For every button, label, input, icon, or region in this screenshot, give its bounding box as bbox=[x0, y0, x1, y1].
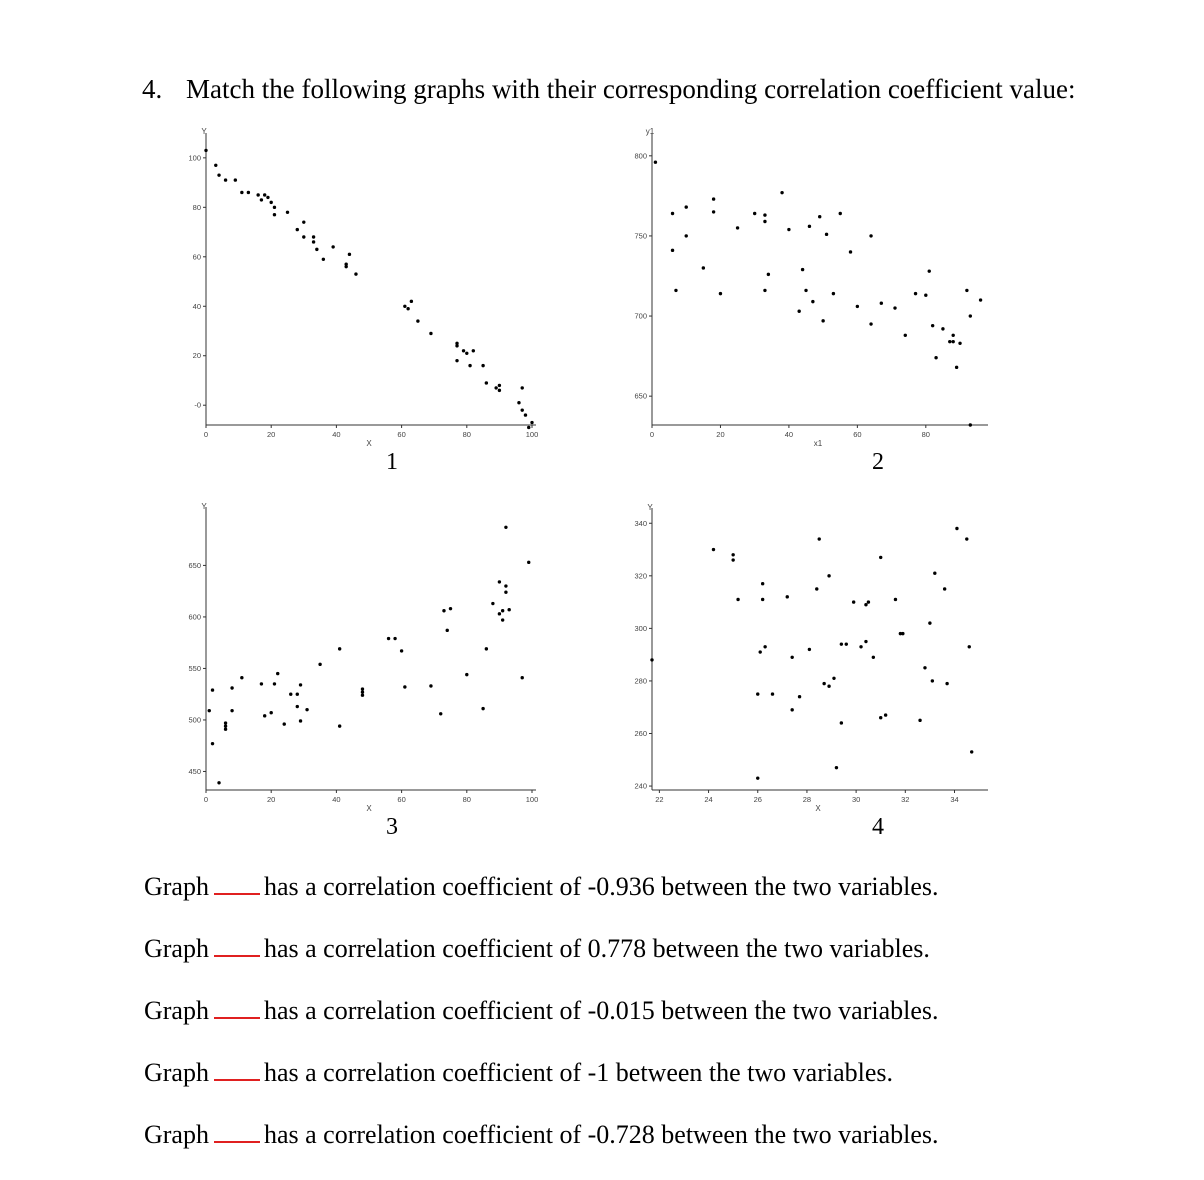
data-point bbox=[494, 386, 497, 389]
question-text: Match the following graphs with their corresponding correlation coefficient value: bbox=[186, 74, 1076, 104]
scatter-plot-2-svg bbox=[614, 127, 994, 448]
data-point bbox=[671, 212, 674, 215]
data-point bbox=[230, 686, 233, 689]
y-axis-label: Y bbox=[647, 503, 653, 512]
data-point bbox=[211, 688, 214, 691]
data-point bbox=[224, 721, 227, 724]
data-point bbox=[521, 676, 524, 679]
data-point bbox=[712, 210, 715, 213]
data-point bbox=[731, 558, 734, 561]
data-point bbox=[869, 322, 872, 325]
data-point bbox=[804, 289, 807, 292]
data-point bbox=[736, 226, 739, 229]
data-point bbox=[302, 235, 305, 238]
data-point bbox=[455, 359, 458, 362]
x-tick-label: 0 bbox=[203, 795, 209, 804]
statement-text: has a correlation coefficient of -0.936 between the two variables. bbox=[263, 872, 939, 901]
y-tick-label: 800 bbox=[634, 151, 647, 161]
x-tick-label: 100 bbox=[525, 795, 539, 804]
data-point bbox=[685, 205, 688, 208]
y-tick-label: 650 bbox=[188, 560, 201, 570]
statement-prefix: Graph bbox=[144, 1058, 209, 1087]
data-point bbox=[884, 713, 887, 716]
data-point bbox=[845, 642, 848, 645]
y-tick-label: 700 bbox=[634, 311, 647, 321]
data-point bbox=[818, 215, 821, 218]
data-point bbox=[979, 298, 982, 301]
data-point bbox=[859, 645, 862, 648]
data-point bbox=[970, 750, 973, 753]
x-tick-label: 40 bbox=[784, 430, 794, 439]
data-point bbox=[914, 292, 917, 295]
data-point bbox=[968, 645, 971, 648]
data-point bbox=[918, 719, 921, 722]
data-point bbox=[924, 294, 927, 297]
data-point bbox=[361, 690, 364, 693]
data-point bbox=[934, 356, 937, 359]
question-number: 4. bbox=[142, 74, 163, 104]
data-point bbox=[821, 319, 824, 322]
graph-label-1: 1 bbox=[386, 449, 398, 475]
statement-1 bbox=[144, 872, 939, 902]
data-point bbox=[338, 724, 341, 727]
data-point bbox=[387, 637, 390, 640]
data-point bbox=[256, 193, 259, 196]
data-point bbox=[702, 266, 705, 269]
data-point bbox=[822, 682, 825, 685]
data-point bbox=[498, 384, 501, 387]
data-point bbox=[753, 212, 756, 215]
y-tick-label: 260 bbox=[634, 728, 647, 738]
x-axis-label: X bbox=[366, 804, 372, 813]
data-point bbox=[827, 574, 830, 577]
statement-3 bbox=[144, 996, 939, 1026]
data-point bbox=[230, 709, 233, 712]
data-point bbox=[504, 591, 507, 594]
y-tick-label: 20 bbox=[192, 351, 201, 361]
y-tick-label: 300 bbox=[634, 623, 647, 633]
scatter-plot-4-svg bbox=[614, 503, 994, 818]
data-point bbox=[217, 173, 220, 176]
graph-label-4: 4 bbox=[872, 814, 884, 840]
data-point bbox=[955, 527, 958, 530]
data-point bbox=[530, 421, 533, 424]
data-point bbox=[318, 663, 321, 666]
data-point bbox=[880, 302, 883, 305]
data-point bbox=[767, 273, 770, 276]
y-tick-label: 280 bbox=[634, 676, 647, 686]
data-point bbox=[296, 228, 299, 231]
data-point bbox=[864, 640, 867, 643]
x-tick-label: 20 bbox=[716, 430, 725, 439]
data-point bbox=[712, 548, 715, 551]
y-axis-label: Y bbox=[201, 502, 207, 511]
data-point bbox=[263, 714, 266, 717]
data-point bbox=[815, 587, 818, 590]
data-point bbox=[928, 621, 931, 624]
data-point bbox=[923, 666, 926, 669]
data-point bbox=[240, 676, 243, 679]
data-point bbox=[650, 658, 653, 661]
data-point bbox=[654, 161, 657, 164]
data-point bbox=[756, 776, 759, 779]
answer-blank-2[interactable] bbox=[214, 937, 260, 957]
y-tick-label: 600 bbox=[188, 612, 201, 622]
graph-label-3: 3 bbox=[386, 814, 398, 840]
x-tick-label: 22 bbox=[655, 795, 664, 804]
data-point bbox=[524, 413, 527, 416]
data-point bbox=[790, 708, 793, 711]
data-point bbox=[864, 603, 867, 606]
data-point bbox=[446, 629, 449, 632]
x-tick-label: 60 bbox=[397, 430, 406, 439]
data-point bbox=[840, 721, 843, 724]
y-tick-label: 80 bbox=[192, 202, 201, 212]
data-point bbox=[798, 695, 801, 698]
data-point bbox=[234, 178, 237, 181]
data-point bbox=[786, 595, 789, 598]
data-point bbox=[879, 556, 882, 559]
statement-prefix: Graph bbox=[144, 1120, 209, 1149]
x-tick-label: 80 bbox=[921, 430, 930, 439]
x-axis-label: X bbox=[366, 439, 372, 448]
data-point bbox=[849, 250, 852, 253]
answer-blank-3[interactable] bbox=[214, 999, 260, 1019]
scatter-plot-3 bbox=[170, 502, 550, 818]
data-point bbox=[951, 334, 954, 337]
data-point bbox=[504, 584, 507, 587]
data-point bbox=[759, 650, 762, 653]
data-point bbox=[224, 724, 227, 727]
data-point bbox=[296, 705, 299, 708]
data-point bbox=[276, 672, 279, 675]
data-point bbox=[969, 423, 972, 426]
data-point bbox=[756, 692, 759, 695]
data-point bbox=[312, 240, 315, 243]
data-point bbox=[736, 598, 739, 601]
y-tick-label: 550 bbox=[188, 663, 201, 673]
data-point bbox=[951, 340, 954, 343]
data-point bbox=[780, 191, 783, 194]
data-point bbox=[808, 648, 811, 651]
y-tick-label: 100 bbox=[188, 153, 201, 163]
data-point bbox=[832, 677, 835, 680]
x-axis-label: X bbox=[815, 804, 821, 813]
data-point bbox=[931, 679, 934, 682]
data-point bbox=[442, 609, 445, 612]
x-tick-label: 34 bbox=[950, 795, 959, 804]
y-tick-label: 40 bbox=[192, 301, 201, 311]
data-point bbox=[763, 289, 766, 292]
data-point bbox=[872, 656, 875, 659]
data-point bbox=[273, 213, 276, 216]
statement-text: has a correlation coefficient of 0.778 between the two variables. bbox=[263, 934, 930, 963]
data-point bbox=[945, 682, 948, 685]
data-point bbox=[481, 707, 484, 710]
y-tick-label: 240 bbox=[634, 781, 647, 791]
x-tick-label: 28 bbox=[802, 795, 812, 804]
data-point bbox=[224, 728, 227, 731]
data-point bbox=[517, 401, 520, 404]
data-point bbox=[393, 637, 396, 640]
data-point bbox=[504, 526, 507, 529]
data-point bbox=[286, 211, 289, 214]
statement-text: has a correlation coefficient of -1 between the two variables. bbox=[263, 1058, 894, 1087]
data-point bbox=[312, 235, 315, 238]
data-point bbox=[808, 225, 811, 228]
scatter-plot-2 bbox=[614, 127, 994, 448]
data-point bbox=[763, 645, 766, 648]
data-point bbox=[302, 220, 305, 223]
data-point bbox=[527, 561, 530, 564]
data-point bbox=[240, 191, 243, 194]
statement-prefix: Graph bbox=[144, 872, 209, 901]
data-point bbox=[260, 198, 263, 201]
data-point bbox=[763, 213, 766, 216]
data-point bbox=[879, 716, 882, 719]
data-point bbox=[797, 310, 800, 313]
scatter-plot-4 bbox=[614, 503, 994, 818]
data-point bbox=[208, 709, 211, 712]
answer-blank-1[interactable] bbox=[214, 875, 260, 895]
x-axis-label: x1 bbox=[813, 439, 823, 448]
data-point bbox=[712, 197, 715, 200]
data-point bbox=[217, 781, 220, 784]
data-point bbox=[299, 683, 302, 686]
data-point bbox=[501, 609, 504, 612]
data-point bbox=[266, 196, 269, 199]
statement-prefix: Graph bbox=[144, 934, 209, 963]
data-point bbox=[211, 742, 214, 745]
data-point bbox=[840, 642, 843, 645]
data-point bbox=[731, 553, 734, 556]
data-point bbox=[943, 587, 946, 590]
x-tick-label: 0 bbox=[649, 430, 655, 439]
data-point bbox=[835, 766, 838, 769]
y-axis-label: Y bbox=[201, 127, 207, 136]
statement-text: has a correlation coefficient of -0.015 between the two variables. bbox=[263, 996, 939, 1025]
data-point bbox=[928, 269, 931, 272]
data-point bbox=[344, 265, 347, 268]
statement-prefix: Graph bbox=[144, 996, 209, 1025]
x-tick-label: 30 bbox=[851, 795, 861, 804]
x-tick-label: 100 bbox=[525, 430, 539, 439]
x-tick-label: 60 bbox=[397, 795, 406, 804]
y-tick-label: 320 bbox=[634, 571, 647, 581]
data-point bbox=[901, 632, 904, 635]
data-point bbox=[263, 193, 266, 196]
data-point bbox=[771, 692, 774, 695]
data-point bbox=[521, 408, 524, 411]
data-point bbox=[965, 289, 968, 292]
data-point bbox=[403, 685, 406, 688]
data-point bbox=[969, 314, 972, 317]
data-point bbox=[315, 248, 318, 251]
data-point bbox=[455, 344, 458, 347]
x-tick-label: 40 bbox=[332, 430, 341, 439]
data-point bbox=[270, 201, 273, 204]
data-point bbox=[839, 212, 842, 215]
data-point bbox=[462, 349, 465, 352]
answer-blank-5[interactable] bbox=[214, 1123, 260, 1143]
x-tick-label: 60 bbox=[853, 430, 862, 439]
scatter-plot-3-svg bbox=[170, 502, 550, 818]
data-point bbox=[790, 656, 793, 659]
y-tick-label: 450 bbox=[188, 766, 201, 776]
y-tick-label: 650 bbox=[634, 391, 647, 401]
data-point bbox=[273, 682, 276, 685]
data-point bbox=[869, 234, 872, 237]
data-point bbox=[719, 292, 722, 295]
data-point bbox=[811, 300, 814, 303]
y-tick-label: 60 bbox=[192, 252, 201, 262]
data-point bbox=[894, 598, 897, 601]
data-point bbox=[403, 305, 406, 308]
data-point bbox=[429, 684, 432, 687]
data-point bbox=[481, 364, 484, 367]
data-point bbox=[348, 253, 351, 256]
data-point bbox=[299, 719, 302, 722]
data-point bbox=[498, 580, 501, 583]
y-tick-label: 750 bbox=[634, 231, 647, 241]
data-point bbox=[338, 647, 341, 650]
x-tick-label: 20 bbox=[267, 430, 276, 439]
data-point bbox=[761, 582, 764, 585]
data-point bbox=[354, 272, 357, 275]
data-point bbox=[289, 692, 292, 695]
data-point bbox=[273, 206, 276, 209]
data-point bbox=[410, 300, 413, 303]
data-point bbox=[491, 602, 494, 605]
data-point bbox=[406, 307, 409, 310]
data-point bbox=[856, 305, 859, 308]
scatter-plot-1-svg bbox=[170, 127, 550, 448]
y-tick-label: -0 bbox=[194, 400, 201, 410]
data-point bbox=[224, 178, 227, 181]
data-point bbox=[801, 268, 804, 271]
data-point bbox=[941, 327, 944, 330]
data-point bbox=[787, 228, 790, 231]
statement-text: has a correlation coefficient of -0.728 between the two variables. bbox=[263, 1120, 939, 1149]
data-point bbox=[465, 352, 468, 355]
scatter-plot-1 bbox=[170, 127, 550, 448]
answer-blank-4[interactable] bbox=[214, 1061, 260, 1081]
y-axis-label: y1 bbox=[645, 127, 655, 136]
data-point bbox=[507, 608, 510, 611]
data-point bbox=[400, 649, 403, 652]
data-point bbox=[893, 306, 896, 309]
x-tick-label: 80 bbox=[462, 795, 471, 804]
data-point bbox=[948, 340, 951, 343]
x-tick-label: 32 bbox=[901, 795, 910, 804]
x-tick-label: 24 bbox=[704, 795, 713, 804]
data-point bbox=[214, 164, 217, 167]
data-point bbox=[449, 607, 452, 610]
x-tick-label: 20 bbox=[267, 795, 276, 804]
data-point bbox=[361, 687, 364, 690]
data-point bbox=[270, 711, 273, 714]
data-point bbox=[260, 682, 263, 685]
data-point bbox=[933, 571, 936, 574]
data-point bbox=[832, 292, 835, 295]
data-point bbox=[429, 332, 432, 335]
data-point bbox=[498, 389, 501, 392]
data-point bbox=[361, 694, 364, 697]
data-point bbox=[465, 673, 468, 676]
x-tick-label: 80 bbox=[462, 430, 471, 439]
data-point bbox=[204, 149, 207, 152]
x-tick-label: 0 bbox=[203, 430, 209, 439]
data-point bbox=[852, 600, 855, 603]
y-tick-label: 500 bbox=[188, 715, 201, 725]
data-point bbox=[904, 334, 907, 337]
data-point bbox=[498, 612, 501, 615]
data-point bbox=[439, 712, 442, 715]
data-point bbox=[527, 426, 530, 429]
data-point bbox=[955, 366, 958, 369]
data-point bbox=[501, 618, 504, 621]
x-tick-label: 40 bbox=[332, 795, 341, 804]
data-point bbox=[468, 364, 471, 367]
data-point bbox=[818, 537, 821, 540]
data-point bbox=[283, 722, 286, 725]
data-point bbox=[965, 537, 968, 540]
data-point bbox=[296, 692, 299, 695]
data-point bbox=[331, 245, 334, 248]
statement-2 bbox=[144, 934, 930, 964]
data-point bbox=[322, 258, 325, 261]
data-point bbox=[763, 220, 766, 223]
y-tick-label: 340 bbox=[634, 518, 647, 528]
question bbox=[142, 74, 1075, 105]
data-point bbox=[761, 598, 764, 601]
data-point bbox=[931, 324, 934, 327]
data-point bbox=[472, 349, 475, 352]
statement-4 bbox=[144, 1058, 893, 1088]
data-point bbox=[416, 319, 419, 322]
data-point bbox=[305, 708, 308, 711]
data-point bbox=[521, 386, 524, 389]
data-point bbox=[485, 647, 488, 650]
data-point bbox=[827, 684, 830, 687]
data-point bbox=[671, 249, 674, 252]
statement-5 bbox=[144, 1120, 939, 1150]
graph-label-2: 2 bbox=[872, 449, 884, 475]
data-point bbox=[958, 342, 961, 345]
data-point bbox=[674, 289, 677, 292]
data-point bbox=[685, 234, 688, 237]
data-point bbox=[867, 600, 870, 603]
x-tick-label: 26 bbox=[753, 795, 762, 804]
data-point bbox=[247, 191, 250, 194]
data-point bbox=[825, 233, 828, 236]
data-point bbox=[485, 381, 488, 384]
